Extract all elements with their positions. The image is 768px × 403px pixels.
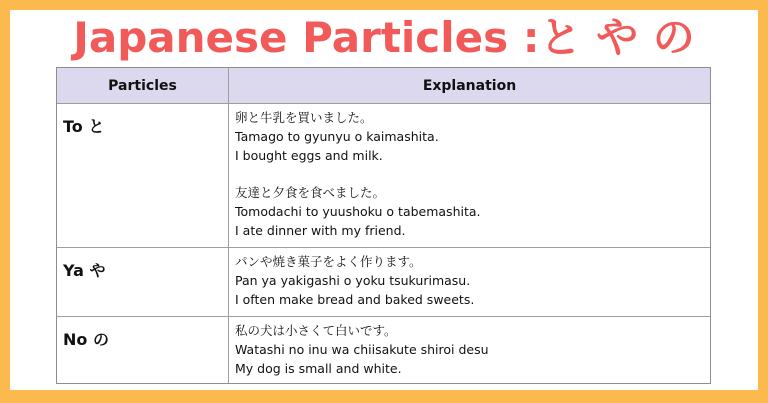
example-sentence [235,183,481,240]
japanese-text: パンや焼き菓子をよく作ります。 [235,254,422,269]
explanation-cell [229,104,710,247]
header-explanation: Explanation [422,78,517,94]
english-text: I ate dinner with my friend. [235,223,406,238]
english-text: My dog is small and white. [235,361,402,376]
example-sentence [235,108,439,165]
table-row [57,317,710,383]
particle-label: Ya や [63,261,106,280]
japanese-text: 卵と牛乳を買いました。 [235,110,373,125]
particle-cell [57,248,229,316]
particle-label: No の [63,330,109,349]
japanese-text: 私の犬は小さくて白いです。 [235,323,397,338]
example-sentence [235,252,474,309]
romaji-text: Pan ya yakigashi o yoku tsukurimasu. [235,273,471,288]
explanation-cell [229,317,710,383]
page-title: Japanese Particles :と や の [73,13,695,62]
english-text: I bought eggs and milk. [235,148,383,163]
romaji-text: Tomodachi to yuushoku o tabemashita. [235,204,481,219]
particles-table [56,67,711,384]
header-particles: Particles [57,68,229,103]
romaji-text: Tamago to gyunyu o kaimashita. [235,129,439,144]
explanation-cell [229,248,710,316]
table-row [57,104,710,248]
romaji-text: Watashi no inu wa chiisakute shiroi desu [235,342,489,357]
table-header-row [57,68,710,104]
table-row [57,248,710,317]
example-sentence [235,321,489,378]
particle-cell [57,104,229,247]
particle-cell [57,317,229,383]
japanese-text: 友達と夕食を食べました。 [235,185,386,200]
particle-label: To と [63,117,105,136]
english-text: I often make bread and baked sweets. [235,292,475,307]
